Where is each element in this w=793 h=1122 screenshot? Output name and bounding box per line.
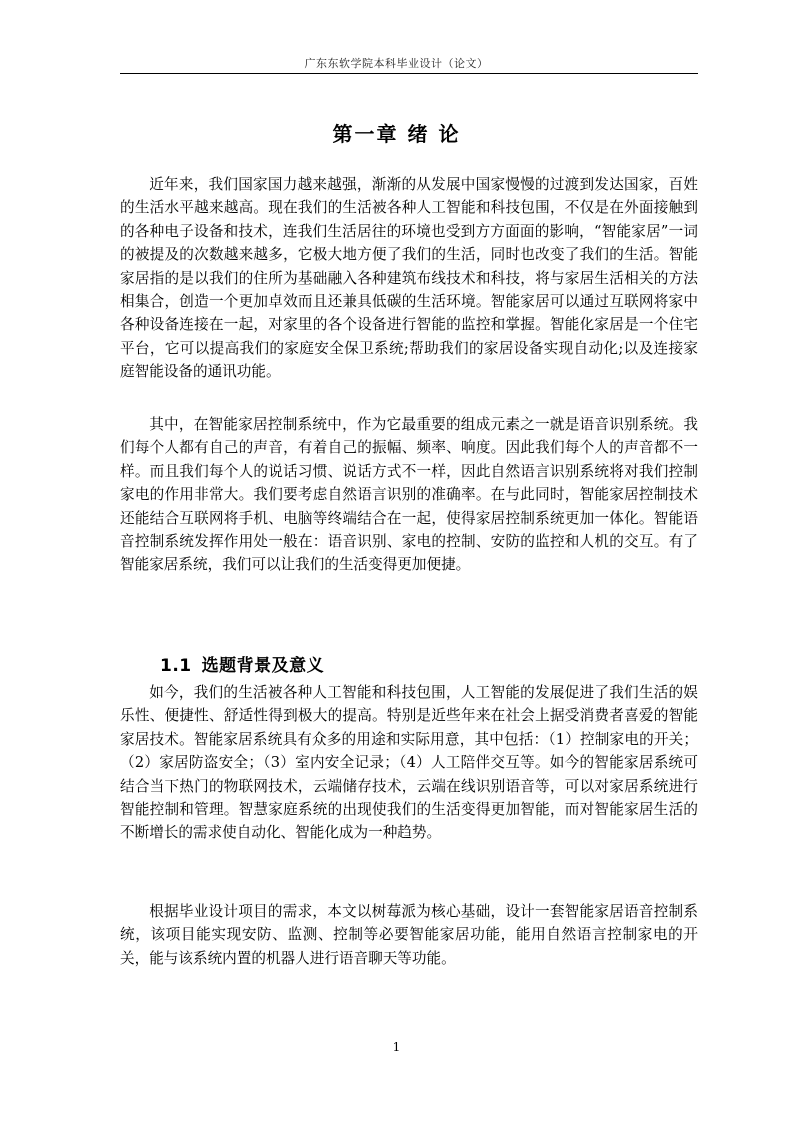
section-number: 1.1 <box>160 656 192 676</box>
intro-paragraph: 其中，在智能家居控制系统中，作为它最重要的组成元素之一就是语音识别系统。我们每个人都有自己的声音，有着自己的振幅、频率、响度。因此我们每个人的声音都不一样。而且我们每个人的说话习惯、说话方式不一样，因此自然语言识别系统将对我们控制家电的作用非常大。我们要考虑自然语言识别的准确率。在与此同时，智能家居控制技术还能结合互联网将手机、电脑等终端结合在一起，使得家居控制系统更加一体化。智能语音控制系统发挥作用处一般在：语音识别、家电的控制、安防的监控和人机的交互。有了智能家居系统，我们可以让我们的生活变得更加便捷。 <box>120 416 698 574</box>
chapter-title: 第一章 绪 论 <box>332 122 461 146</box>
section-paragraph: 根据毕业设计项目的需求，本文以树莓派为核心基础，设计一套智能家居语音控制系统，该项目能实现安防、监测、控制等必要智能家居功能，能用自然语言控制家电的开关，能与该系统内置的机器人进行语音聊天等功能。 <box>120 903 698 967</box>
section-paragraph: 如今，我们的生活被各种人工智能和科技包围，人工智能的发展促进了我们生活的娱乐性、便捷性、舒适性得到极大的提高。特别是近些年来在社会上据受消费者喜爱的智能家居技术。智能家居系统具有众多的用途和实际用意，其中包括：（1）控制家电的开关；（2）家居防盗安全；（3）室内安全记录；（4）人工陪伴交互等。如今的智能家居系统可结合当下热门的物联网技术，云端储存技术，云端在线识别语音等，可以对家居系统进行智能控制和管理。智慧家庭系统的出现使我们的生活变得更加智能，而对智能家居生活的不断增长的需求使自动化、智能化成为一种趋势。 <box>120 684 698 842</box>
running-header: 广东东软学院本科毕业设计（论文） <box>304 57 489 70</box>
section-title-text: 选题背景及意义 <box>201 656 325 676</box>
intro-paragraph: 近年来，我们国家国力越来越强，渐渐的从发展中国家慢慢的过渡到发达国家，百姓的生活水平越来越高。现在我们的生活被各种人工智能和科技包围，不仅是在外面接触到的各种电子设备和技术，连我们生活居往的环境也受到方方面面的影响，“智能家居”一词的被提及的次数越来越多，它极大地方便了我们的生活，同时也改变了我们的生活。智能家居指的是以我们的住所为基础融入各种建筑布线技术和科技，将与家居生活相关的方法相集合，创造一个更加卓效而且还兼具低碳的生活环境。智能家居可以通过互联网将家中各种设备连接在一起，对家里的各个设备进行智能的监控和掌握。智能化家居是一个住宅平台，它可以提高我们的家庭安全保卫系统;帮助我们的家居设备实现自动化;以及连接家庭智能设备的通讯功能。 <box>120 176 698 381</box>
page-number: 1 <box>392 1040 401 1054</box>
header-divider <box>120 73 698 74</box>
section-heading <box>160 651 324 676</box>
